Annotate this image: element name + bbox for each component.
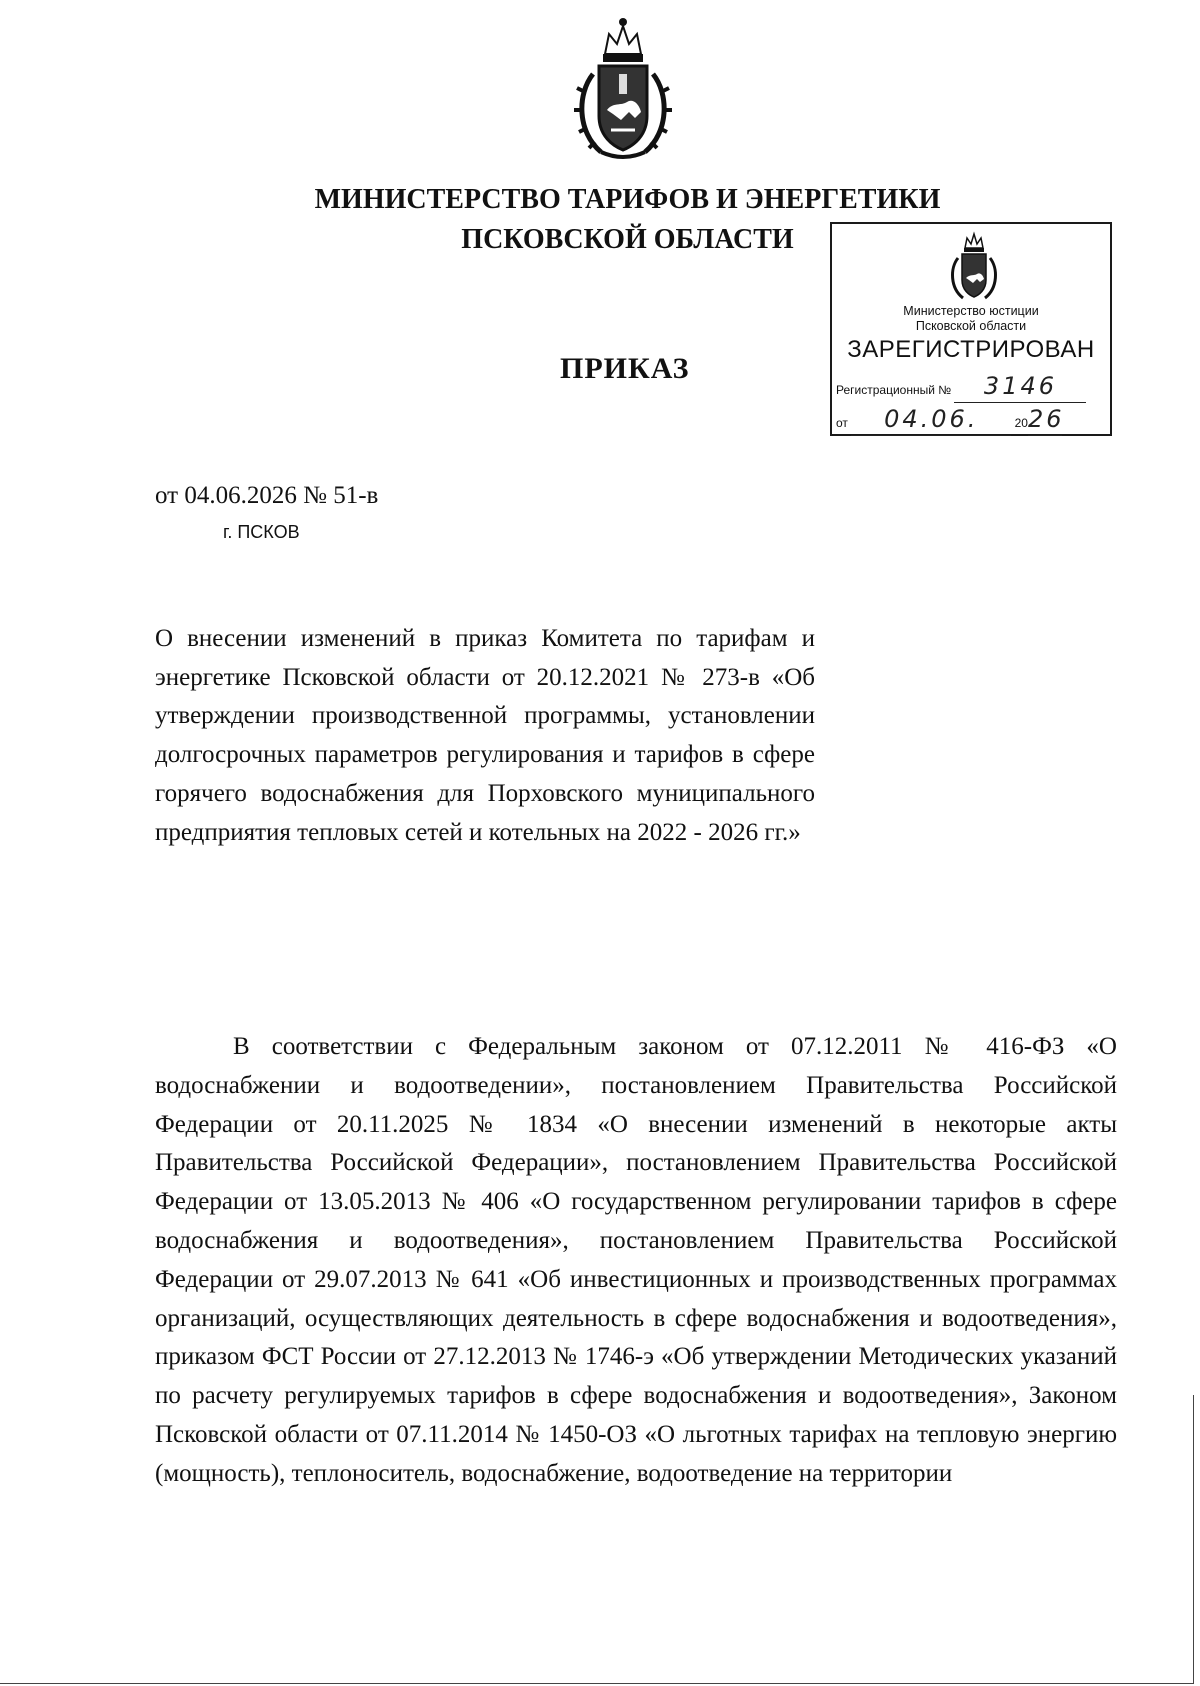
stamp-year-field <box>1027 405 1065 436</box>
stamp-ministry-line-1: Министерство юстиции <box>903 304 1039 318</box>
order-date-number: от 04.06.2026 № 51-в <box>155 482 379 509</box>
stamp-coat-of-arms-icon <box>948 230 1000 302</box>
stamp-ministry <box>832 304 1110 334</box>
ministry-line-1: МИНИСТЕРСТВО ТАРИФОВ И ЭНЕРГЕТИКИ <box>314 184 941 215</box>
order-body-paragraph: В соответствии с Федеральным законом от 07.12.2011 № 416-ФЗ «О водоснабжении и водоотведении», постановлением Правительства Российской Федерации от 20.11.2025 № 1834 «О внесении изменений в некоторые акты Правительства Российской Федерации», постановлением Правительства Российской Федерации от 13.05.2013 № 406 «О государственном регулировании тарифов в сфере водоснабжения и водоотведения», постановлением Правительства Российской Федерации от 29.07.2013 № 641 «Об инвестиционных и производственных программах организаций, осуществляющих деятельность в сфере водоснабжения и водоотведения», приказом ФСТ России от 27.12.2013 № 1746-э «Об утверждении Методических указаний по расчету регулируемых тарифов в сфере водоснабжения и водоотведения», Законом Псковской области от 07.11.2014 № 1450-ОЗ «О льготных тарифах на тепловую энергию (мощность), теплоноситель, водоснабжение, водоотведение на территории <box>155 1033 1117 1487</box>
stamp-ministry-line-2: Псковской области <box>915 319 1027 333</box>
coat-of-arms-icon <box>571 14 675 162</box>
stamp-reg-label: Регистрационный № <box>836 383 952 397</box>
stamp-reg-number-row <box>836 374 1086 403</box>
order-title: ПРИКАЗ <box>560 352 690 385</box>
stamp-date-label: от <box>836 416 848 430</box>
ministry-line-2: ПСКОВСКОЙ ОБЛАСТИ <box>461 224 794 255</box>
stamp-date-field <box>851 407 1011 436</box>
stamp-date-value: 04.06. <box>884 405 979 433</box>
stamp-reg-number-field <box>954 374 1086 403</box>
stamp-status: ЗАРЕГИСТРИРОВАН <box>847 336 1095 363</box>
stamp-reg-number: 3146 <box>983 372 1057 400</box>
registration-stamp <box>830 222 1112 436</box>
stamp-year-suffix: 26 <box>1027 405 1065 433</box>
order-city: г. ПСКОВ <box>223 522 300 542</box>
scan-border-right <box>1193 1395 1194 1683</box>
scan-border-bottom <box>0 1683 1194 1684</box>
stamp-year-prefix: 20 <box>1014 416 1028 430</box>
stamp-date-row <box>836 405 1065 436</box>
order-subject: О внесении изменений в приказ Комитета по тарифам и энергетике Псковской области от 20.12.2021 № 273-в «Об утверждении производственной программы, установлении долгосрочных параметров регулирования и тарифов в сфере горячего водоснабжения для Порховского муниципального предприятия тепловых сетей и котельных на 2022 - 2026 гг.» <box>155 625 815 846</box>
